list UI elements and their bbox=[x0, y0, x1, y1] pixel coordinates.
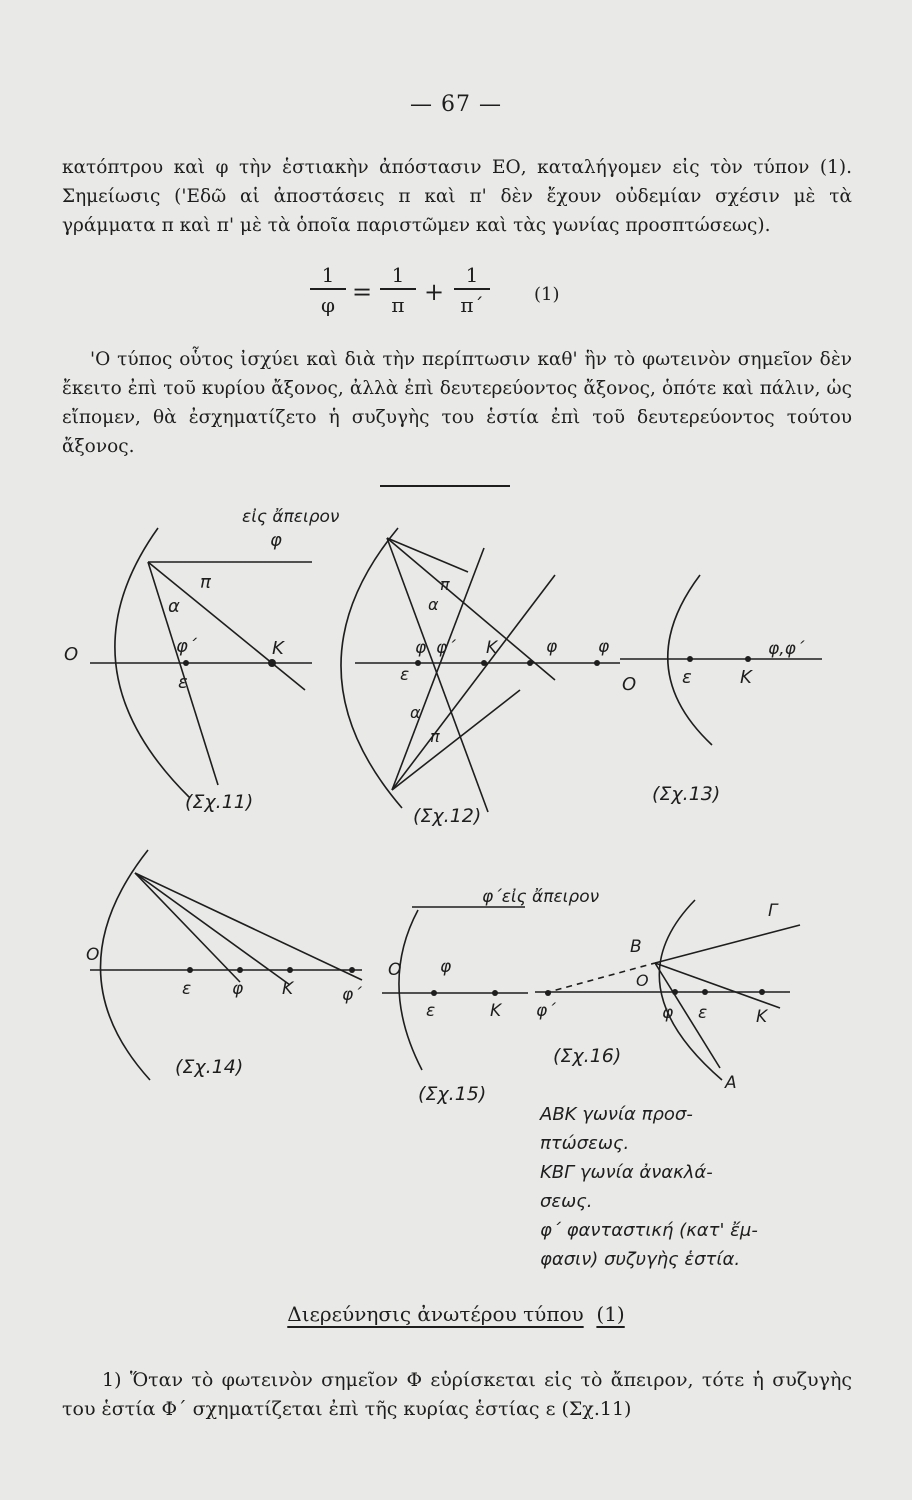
note-line-2: πτώσεως. bbox=[540, 1133, 630, 1154]
fig15-O: O bbox=[388, 960, 402, 980]
figure-13 bbox=[620, 575, 822, 745]
page-number: — 67 — bbox=[410, 92, 502, 117]
fig12-phi-prime: φ΄ bbox=[436, 638, 456, 658]
fig14-focus-point bbox=[187, 967, 193, 973]
formula-number: (1) bbox=[534, 284, 560, 305]
fig14-center-point bbox=[287, 967, 293, 973]
fig15-eps: ε bbox=[426, 1001, 436, 1021]
formula-plus: + bbox=[424, 278, 445, 306]
fig12-object-point bbox=[527, 660, 533, 666]
fig11-K: K bbox=[272, 638, 284, 659]
fig16-O: O bbox=[636, 971, 649, 990]
fig13-focus-point bbox=[687, 656, 693, 662]
fig16-Gamma: Γ bbox=[768, 901, 778, 921]
figure-14 bbox=[90, 850, 362, 1080]
fig15-K: K bbox=[490, 1001, 502, 1021]
fig16-object-point bbox=[672, 989, 678, 995]
fig16-B: B bbox=[630, 937, 642, 957]
fig16-phi: φ bbox=[662, 1003, 674, 1023]
note-line-6: φασιν) συζυγὴς ἑστία. bbox=[540, 1249, 741, 1270]
heading-ref: (1) bbox=[596, 1302, 625, 1326]
fig16-reflected-ray bbox=[655, 925, 800, 963]
fig12-caption: (Σχ.12) bbox=[413, 805, 482, 827]
note-line-3: ΚΒΓ γωνία ἀνακλά- bbox=[540, 1162, 713, 1183]
fig12-object-point-2 bbox=[594, 660, 600, 666]
section-heading bbox=[0, 1302, 912, 1326]
figure-12 bbox=[341, 528, 620, 812]
fig11-alpha: α bbox=[168, 596, 180, 617]
note-line-1: ΑΒΚ γωνία προσ- bbox=[540, 1104, 693, 1125]
fig16-center-point bbox=[759, 989, 765, 995]
paragraph-2: 'Ο τύπος οὗτος ἰσχύει καὶ διὰ τὴν περίπτωσιν καθ' ἣν τὸ φωτεινὸν σημεῖον δὲν ἔκειτο ἐπὶ τοῦ κυρίου ἄξονος, ἀλλὰ ἐπὶ δευτερεύοντος ἄξονος, ὁπότε καὶ πάλιν, ὡς εἴπομεν, θὰ ἐσχηματίζετο ἡ συζυγὴς του ἑστία ἐπὶ τοῦ δευτερεύοντος τούτου ἄξονος. bbox=[62, 349, 852, 457]
fig12-pi-top: π bbox=[440, 575, 450, 594]
fig16-image-point bbox=[545, 990, 551, 996]
fig13-center-point bbox=[745, 656, 751, 662]
fig12-alpha-bottom: α bbox=[410, 703, 421, 722]
fig12-ray-e bbox=[392, 575, 555, 790]
fig12-mirror-arc bbox=[341, 528, 402, 808]
figure-15 bbox=[382, 907, 528, 1070]
fig16-K: K bbox=[756, 1007, 768, 1027]
paragraph-3: 1) Ὅταν τὸ φωτεινὸν σημεῖον Φ εὑρίσκεται εἰς τὸ ἄπειρον, τότε ἡ συζυγὴς του ἑστία Φ΄ σχηματίζεται ἐπὶ τῆς κυρίας ἑστίας ε (Σχ.11) bbox=[62, 1369, 852, 1420]
heading-text: Διερεύνησις ἀνωτέρου τύπου bbox=[287, 1302, 584, 1326]
formula-term-2: 1 π΄ bbox=[454, 262, 490, 316]
fig12-eps: ε bbox=[400, 665, 410, 685]
fig14-caption: (Σχ.14) bbox=[175, 1056, 244, 1078]
fig11-caption: (Σχ.11) bbox=[185, 791, 254, 813]
figure-11 bbox=[90, 528, 312, 798]
fig12-alpha-top: α bbox=[428, 595, 439, 614]
note-line-5: φ΄ φανταστική (κατ' ἔμ- bbox=[540, 1220, 758, 1241]
fig14-ray-a bbox=[135, 873, 362, 980]
note-line-4: σεως. bbox=[540, 1191, 593, 1212]
fig12-phi-2: φ bbox=[546, 637, 558, 657]
fig15-center-point bbox=[492, 990, 498, 996]
fig11-focus-point bbox=[183, 660, 189, 666]
fig14-object-point bbox=[237, 967, 243, 973]
fig14-mirror-arc bbox=[100, 850, 150, 1080]
fig14-ray-b bbox=[135, 873, 290, 985]
fig16-eps: ε bbox=[698, 1003, 708, 1023]
fig14-O: O bbox=[86, 945, 100, 965]
fig16-focus-point bbox=[702, 989, 708, 995]
fig12-center-point bbox=[481, 660, 487, 666]
handwritten-note bbox=[540, 1100, 860, 1274]
fig14-K: K bbox=[282, 979, 294, 999]
fig11-normal-line bbox=[148, 562, 305, 690]
fig15-top-label: φ΄εἰς ἄπειρον bbox=[482, 887, 600, 907]
fig14-phi: φ bbox=[232, 979, 244, 999]
fig14-phi-prime: φ΄ bbox=[342, 985, 362, 1005]
fig16-caption: (Σχ.16) bbox=[553, 1045, 622, 1067]
fig13-O: O bbox=[622, 674, 637, 695]
fig13-eps: ε bbox=[682, 667, 692, 688]
fig11-pi: π bbox=[200, 572, 211, 593]
paragraph-1: κατόπτρου καὶ φ τὴν ἑστιακὴν ἀπόστασιν ΕΟ, καταλήγομεν εἰς τὸν τύπον (1). Σημείωσις ('Εδῶ αἱ ἀποστάσεις π καὶ π' δὲν ἔχουν οὐδεμίαν σχέσιν μὲ τὰ γράμματα π καὶ π' μὲ τὰ ὁποῖα παριστῶμεν καὶ τὰς γωνίας προσπτώσεως). bbox=[62, 157, 852, 236]
fig14-ray-c bbox=[135, 873, 240, 982]
fig11-O: O bbox=[64, 644, 79, 665]
fig16-normal-line bbox=[655, 963, 780, 1008]
fig14-image-point bbox=[349, 967, 355, 973]
fig12-pi-bottom: π bbox=[430, 727, 440, 746]
fig13-caption: (Σχ.13) bbox=[652, 783, 721, 805]
fig16-mirror-arc bbox=[659, 900, 722, 1080]
fig13-phi-phi-prime: φ,φ΄ bbox=[768, 639, 805, 659]
formula-lhs: 1 φ bbox=[310, 262, 346, 316]
fig11-phi-top: φ bbox=[270, 530, 282, 551]
fig12-phi-3: φ bbox=[598, 637, 610, 657]
fig15-mirror-arc bbox=[399, 910, 422, 1070]
fig15-phi: φ bbox=[440, 957, 452, 977]
fig14-eps: ε bbox=[182, 979, 192, 999]
formula-equals: = bbox=[352, 278, 373, 306]
fig11-top-label: εἰς ἄπειρον bbox=[242, 507, 340, 527]
fig12-focus-point bbox=[415, 660, 421, 666]
fig11-eps: ε bbox=[178, 672, 188, 693]
fig12-phi: φ bbox=[415, 638, 427, 658]
fig15-focus-point bbox=[431, 990, 437, 996]
fig13-K: K bbox=[740, 667, 752, 688]
fig15-caption: (Σχ.15) bbox=[418, 1083, 487, 1105]
fig12-ray-c bbox=[387, 538, 468, 572]
fig16-phi-prime: φ΄ bbox=[536, 1001, 556, 1021]
fig12-K: K bbox=[486, 638, 498, 658]
fig16-A: A bbox=[725, 1073, 737, 1093]
fig11-phi-prime: φ΄ bbox=[176, 636, 197, 657]
formula-term-1: 1 π bbox=[380, 262, 416, 316]
fig11-center-point bbox=[268, 659, 276, 667]
